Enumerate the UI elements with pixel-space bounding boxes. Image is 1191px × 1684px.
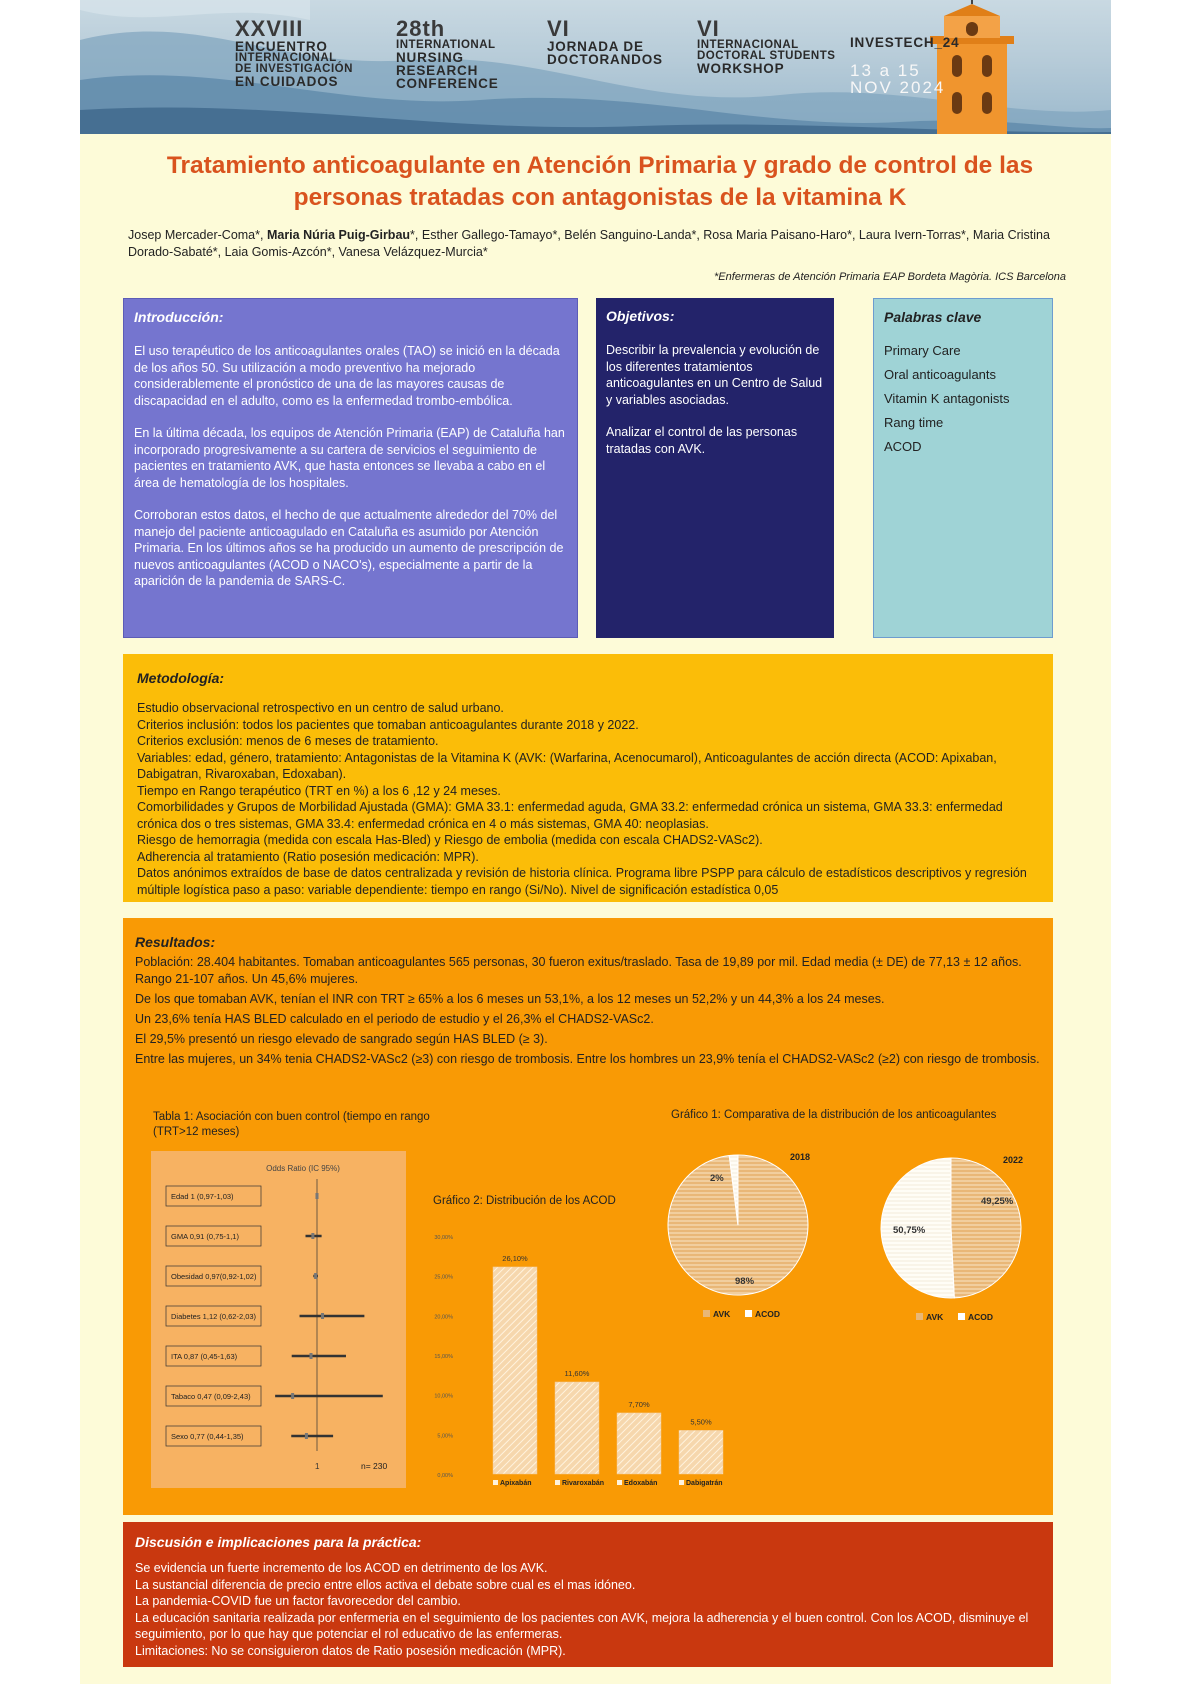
tabla-caption: Tabla 1: Asociación con buen control (tiempo en rango (TRT>12 meses) — [153, 1111, 430, 1138]
pie-chart-2022 — [863, 1128, 1053, 1328]
forest-plot — [151, 1151, 406, 1488]
legend-label: AVK — [926, 1312, 944, 1322]
forest-row-label: Edad 1 (0,97-1,03) — [171, 1192, 234, 1201]
bar — [493, 1267, 537, 1474]
intro-paragraph: El uso terapéutico de los anticoagulantes orales (TAO) se inició en la década de los años 50. Su utilización a modo preventivo ha mejorado considerablemente el pronóstico de una de las mayores causas de discapacidad en el adulto, como es la enfermedad trombo-embólica. — [134, 344, 560, 408]
event3-line: JORNADA DE — [547, 39, 644, 54]
authors-text: Josep Mercader-Coma*, — [128, 228, 267, 242]
y-tick-label: 30,00% — [434, 1235, 453, 1241]
forest-point — [316, 1193, 319, 1199]
y-tick-label: 15,00% — [434, 1354, 453, 1360]
discusion-item: La educación sanitaria realizada por enfermeria en el seguimiento de los pacientes con AVK, mejora la adherencia y el buen control. Con los ACOD, disminuye el seguimiento, por lo que hay que potenciar el rol educativo de las enfermeras. — [135, 1610, 1029, 1641]
section-heading: Discusión e implicaciones para la práctica: — [135, 1534, 422, 1550]
metodo-item: Tiempo en Rango terapéutico (TRT en %) a los 6 ,12 y 24 meses. — [137, 783, 501, 798]
legend-label: ACOD — [968, 1312, 994, 1322]
metodo-item: Estudio observacional retrospectivo en un centro de salud urbano. — [137, 701, 504, 715]
event4-big: VI — [697, 16, 720, 41]
affiliation: *Enfermeras de Atención Primaria EAP Bordeta Magòria. ICS Barcelona — [714, 271, 1066, 283]
bar-value-label: 26,10% — [502, 1253, 528, 1263]
forest-row-label: Tabaco 0,47 (0,09-2,43) — [171, 1392, 251, 1401]
keywords-section — [873, 298, 1053, 638]
category-label: Rivaroxabán — [562, 1480, 605, 1487]
keyword: Vitamin K antagonists — [884, 391, 1010, 406]
event1-big: XXVIII — [235, 16, 304, 41]
y-tick-label: 5,00% — [437, 1433, 453, 1440]
pie-year-label: 2018 — [790, 1152, 811, 1162]
forest-point — [311, 1233, 314, 1239]
forest-point — [291, 1393, 294, 1399]
metodo-item: Variables: edad, género, tratamiento: Antagonistas de la Vitamina K (AVK: (Warfarina, Acenocumarol), Anticoagulantes de acción directa (ACOD: Apixaban, Dabigatran, Rivaroxaban, Edoxaban). — [137, 750, 997, 781]
y-tick-label: 0,00% — [437, 1473, 453, 1479]
metodo-item: Criterios exclusión: menos de 6 meses de tratamiento. — [137, 734, 439, 748]
pie-year-label: 2022 — [1003, 1155, 1024, 1165]
event2-big: 28th — [396, 16, 446, 41]
poster-title: Tratamiento anticoagulante en Atención Primaria y grado de control de las personas tratadas con antagonistas de la vitamina K — [166, 152, 1034, 211]
bar-value-label: 11,60% — [564, 1368, 590, 1378]
grafico2-caption: Gráfico 2: Distribución de los ACOD — [433, 1195, 616, 1207]
resultado-item: Población: 28.404 habitantes. Tomaban anticoagulantes 565 personas, 30 fueron exitus/traslado. Tasa de 19,89 por mil. Edad media (± DE) de 77,13 ± 12 años. Rango 21-107 años. Un 45,6% mujeres. — [135, 955, 1022, 986]
legend-swatch — [617, 1480, 622, 1485]
category-label: Apixabán — [500, 1480, 532, 1487]
pie-slice-label: 50,75% — [893, 1225, 926, 1236]
resultado-item: El 29,5% presentó un riesgo elevado de sangrado según HAS BLED (≥ 3). — [135, 1032, 548, 1046]
event4-line: WORKSHOP — [697, 61, 785, 76]
resultado-item: Un 23,6% tenía HAS BLED calculado en el periodo de estudio y el 26,3% el CHADS2-VASc2. — [135, 1012, 654, 1026]
metodo-item: Adherencia al tratamiento (Ratio posesión medicación: MPR). — [137, 849, 479, 864]
poster — [80, 0, 1111, 1684]
forest-row-label: GMA 0,91 (0,75-1,1) — [171, 1232, 239, 1241]
dates-line: NOV 2024 — [850, 78, 946, 97]
metodo-item: Riesgo de hemorragia (medida con escala Has-Bled) y Riesgo de embolia (medida con escala CHADS2-VASc2). — [137, 833, 763, 847]
legend-swatch — [916, 1313, 923, 1320]
event3-line: DOCTORANDOS — [547, 52, 663, 67]
authors-text: *, Esther Gallego-Tamayo*, Belén Sanguino-Landa*, Rosa Maria Paisano-Haro*, Laura Ivern-Torras*, Maria Cristina Dorado-Sabaté*, Laia Gomis-Azcón*, Vanesa Velázquez-Murcia* — [128, 228, 1050, 259]
section-heading: Objetivos: — [606, 308, 675, 324]
resultado-item: De los que tomaban AVK, tenían el INR con TRT ≥ 65% a los 6 meses un 53,1%, a los 12 meses un 52,2% y un 44,3% a los 24 meses. — [135, 992, 885, 1006]
discusion-item: La pandemia-COVID fue un factor favorecedor del cambio. — [135, 1594, 461, 1608]
forest-row-label: Diabetes 1,12 (0,62-2,03) — [171, 1312, 257, 1321]
intro-paragraph: Corroboran estos datos, el hecho de que actualmente alrededor del 70% del manejo del paciente anticoagulado en Cataluña es asumido por Atención Primaria. En los últimos años se ha producido un aumento de prescripción de nuevos anticoagulantes (ACOD o NACO's), especialmente a partir de la aparición de la pandemia de SARS-C. — [134, 508, 564, 588]
keyword: ACOD — [884, 439, 922, 454]
bar — [555, 1382, 599, 1474]
legend-label: AVK — [713, 1309, 731, 1319]
forest-n-label: n= 230 — [361, 1461, 388, 1471]
banner-event-3 — [547, 18, 663, 66]
metodo-item: Comorbilidades y Grupos de Morbilidad Ajustada (GMA): GMA 33.1: enfermedad aguda, GMA 33.2: enfermedad crónica un sistema, GMA 33.3: enfermedad crónica dos o tres sistemas, GMA 33.4: enfermedad crónica en 4 o más sistemas, GMA 40: neoplasias. — [137, 800, 1003, 831]
forest-point — [310, 1353, 313, 1359]
section-heading: Palabras clave — [884, 309, 982, 325]
objetivo-paragraph: Analizar el control de las personas tratadas con AVK. — [606, 425, 798, 456]
legend-swatch — [679, 1480, 684, 1485]
intro-section — [123, 298, 578, 638]
forest-row-label: Obesidad 0,97(0,92-1,02) — [171, 1272, 257, 1281]
legend-swatch — [958, 1313, 965, 1320]
forest-row-label: ITA 0,87 (0,45-1,63) — [171, 1352, 238, 1361]
section-heading: Metodología: — [137, 670, 225, 686]
bar — [617, 1413, 661, 1474]
forest-point — [314, 1273, 317, 1279]
intro-paragraph: En la última década, los equipos de Atención Primaria (EAP) de Cataluña han incorporado progresivamente a su cartera de servicios el seguimiento de pacientes en tratamiento AVK, que hasta entonces se llevaba a cabo en el área de hematología de los hospitales. — [134, 426, 565, 490]
discusion-section — [123, 1522, 1053, 1667]
y-tick-label: 10,00% — [434, 1393, 453, 1400]
pie-slice-label: 2% — [710, 1173, 724, 1184]
discusion-item: La sustancial diferencia de precio entre ellos activa el debate sobre cual es el mas idóneo. — [135, 1577, 636, 1592]
y-tick-label: 20,00% — [434, 1314, 453, 1321]
pie-chart-2018 — [653, 1128, 843, 1318]
forest-point — [305, 1433, 308, 1439]
discusion-item: Se evidencia un fuerte incremento de los ACOD en detrimento de los AVK. — [135, 1561, 548, 1575]
pie-slice — [951, 1158, 1021, 1298]
discusion-item: Limitaciones: No se consiguieron datos de Ratio posesión medicación (MPR). — [135, 1643, 566, 1658]
banner — [80, 0, 1111, 134]
keyword: Oral anticoagulants — [884, 367, 997, 382]
forest-title: Odds Ratio (IC 95%) — [266, 1164, 340, 1173]
category-label: Dabigatrán — [686, 1480, 723, 1487]
resultado-item: Entre las mujeres, un 34% tenia CHADS2-VASc2 (≥3) con riesgo de trombosis. Entre los hombres un 23,9% tenía el CHADS2-VASc2 (≥2) con riesgo de trombosis. — [135, 1052, 1040, 1066]
event4-line: INTERNACIONAL — [697, 39, 799, 51]
keyword: Rang time — [884, 415, 944, 430]
metodo-item: Criterios inclusión: todos los pacientes que tomaban anticoagulantes durante 2018 y 2022. — [137, 717, 639, 732]
event2-line: INTERNATIONAL — [396, 39, 496, 51]
legend-swatch — [555, 1480, 560, 1485]
section-heading: Resultados: — [135, 934, 216, 950]
banner-event-2 — [396, 18, 499, 90]
banner-event-4 — [697, 18, 835, 75]
banner-event-5 — [850, 36, 959, 49]
event5-label: INVESTECH_24 — [850, 35, 960, 50]
pie-slice-label: 49,25% — [981, 1196, 1014, 1207]
bar — [679, 1430, 723, 1474]
resultados-section — [123, 918, 1053, 1515]
event2-line: RESEARCH — [396, 63, 479, 78]
banner-event-1 — [235, 18, 353, 88]
legend-swatch — [493, 1480, 498, 1485]
presenting-author: Maria Núria Puig-Girbau — [266, 228, 411, 242]
forest-row-label: Sexo 0,77 (0,44-1,35) — [171, 1432, 244, 1441]
category-label: Edoxabán — [624, 1480, 658, 1487]
event2-line: NURSING — [396, 50, 464, 65]
legend-swatch — [703, 1310, 710, 1317]
objetivos-section — [596, 298, 834, 638]
forest-point — [321, 1313, 324, 1319]
event4-line: DOCTORAL STUDENTS — [697, 50, 836, 62]
forest-ref-label: 1 — [315, 1462, 320, 1471]
legend-swatch — [745, 1310, 752, 1317]
keyword: Primary Care — [884, 343, 961, 358]
y-tick-label: 25,00% — [434, 1274, 453, 1281]
event1-line: INTERNACIONAL — [235, 52, 337, 64]
event2-line: CONFERENCE — [396, 76, 499, 91]
event1-line: DE INVESTIGACIÓN — [235, 63, 353, 75]
event1-line: EN CUIDADOS — [235, 74, 339, 89]
banner-dates — [850, 62, 945, 96]
event1-line: ENCUENTRO — [235, 39, 328, 54]
objetivo-paragraph: Describir la prevalencia y evolución de los diferentes tratamientos anticoagulantes en un Centro de Salud y variables asociadas. — [606, 343, 823, 407]
pie-slice-label: 98% — [735, 1276, 755, 1287]
event3-big: VI — [547, 16, 570, 41]
legend-label: ACOD — [755, 1309, 781, 1319]
bar-value-label: 7,70% — [628, 1399, 650, 1409]
dates-line: 13 a 15 — [850, 61, 921, 80]
grafico1-caption: Gráfico 1: Comparativa de la distribución de los anticoagulantes — [671, 1109, 997, 1121]
section-heading: Introducción: — [134, 309, 224, 325]
metodologia-section — [123, 654, 1053, 902]
metodo-item: Datos anónimos extraídos de base de datos centralizada y revisión de historia clínica. Programa libre PSPP para cálculo de estadísticos descriptivos y regresión múltiple logística paso a paso: variable dependiente: tiempo en rango (Si/No). Nivel de significación estadística 0,05 — [137, 866, 1027, 897]
bar-value-label: 5,50% — [690, 1417, 712, 1427]
authors — [128, 227, 1078, 261]
